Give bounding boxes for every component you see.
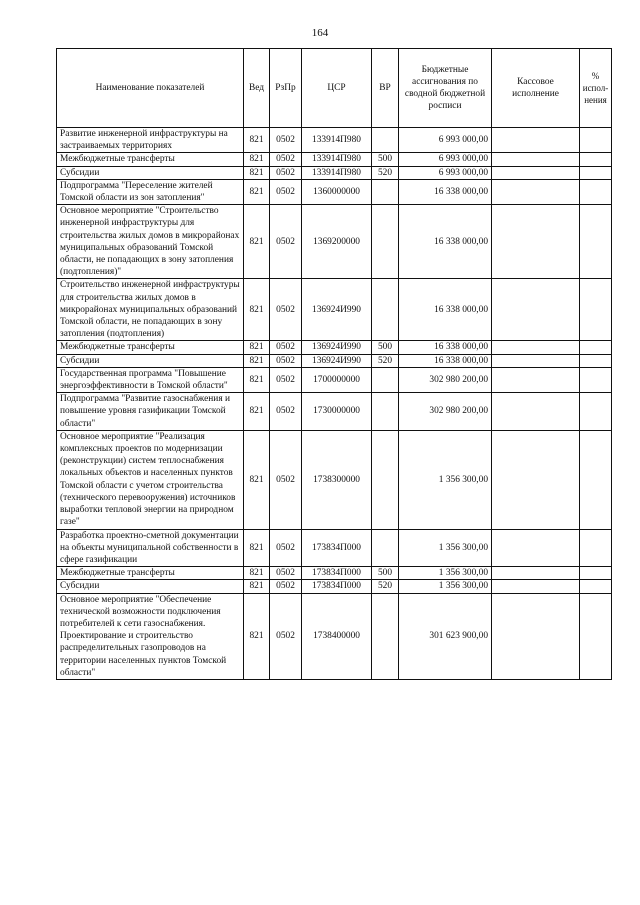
cell-cash bbox=[492, 166, 580, 179]
cell-csr: 1700000000 bbox=[302, 367, 372, 392]
cell-ved: 821 bbox=[244, 430, 270, 529]
cell-amount: 302 980 200,00 bbox=[399, 393, 492, 431]
cell-csr: 173834П000 bbox=[302, 529, 372, 567]
cell-vr bbox=[372, 128, 399, 153]
cell-amount: 1 356 300,00 bbox=[399, 580, 492, 593]
cell-ved: 821 bbox=[244, 279, 270, 341]
cell-vr bbox=[372, 529, 399, 567]
cell-cash bbox=[492, 153, 580, 166]
cell-ved: 821 bbox=[244, 367, 270, 392]
cell-rzpr: 0502 bbox=[270, 279, 302, 341]
table-row bbox=[57, 393, 612, 431]
table-row bbox=[57, 341, 612, 354]
cell-csr: 1360000000 bbox=[302, 179, 372, 204]
cell-vr bbox=[372, 430, 399, 529]
cell-csr: 173834П000 bbox=[302, 580, 372, 593]
cell-csr: 1738400000 bbox=[302, 593, 372, 679]
cell-ved: 821 bbox=[244, 205, 270, 279]
cell-percent bbox=[580, 580, 612, 593]
cell-csr: 1738300000 bbox=[302, 430, 372, 529]
table-row bbox=[57, 430, 612, 529]
cell-name: Основное мероприятие "Реализация комплексных проектов по модернизации (реконструкции) систем теплоснабжения локальных объектов и населенных пунктов Томской области с учетом строительства (технического перевооружения) источников выработки тепловой энергии на природном газе" bbox=[57, 430, 244, 529]
cell-cash bbox=[492, 430, 580, 529]
cell-name: Основное мероприятие "Обеспечение технической возможности подключения потребителей к сети газоснабжения. Проектирование и строительство распределительных газопроводов на территории населенных пунктов Томской области" bbox=[57, 593, 244, 679]
cell-amount: 16 338 000,00 bbox=[399, 354, 492, 367]
cell-amount: 16 338 000,00 bbox=[399, 179, 492, 204]
cell-amount: 16 338 000,00 bbox=[399, 205, 492, 279]
cell-percent bbox=[580, 393, 612, 431]
header-name: Наименование показателей bbox=[57, 49, 244, 128]
cell-ved: 821 bbox=[244, 354, 270, 367]
cell-cash bbox=[492, 529, 580, 567]
cell-csr: 133914П980 bbox=[302, 153, 372, 166]
cell-vr bbox=[372, 393, 399, 431]
cell-cash bbox=[492, 205, 580, 279]
cell-csr: 133914П980 bbox=[302, 166, 372, 179]
table-row bbox=[57, 567, 612, 580]
cell-rzpr: 0502 bbox=[270, 153, 302, 166]
cell-percent bbox=[580, 430, 612, 529]
cell-cash bbox=[492, 367, 580, 392]
cell-rzpr: 0502 bbox=[270, 128, 302, 153]
cell-amount: 1 356 300,00 bbox=[399, 529, 492, 567]
table-row bbox=[57, 166, 612, 179]
cell-csr: 1730000000 bbox=[302, 393, 372, 431]
table-row bbox=[57, 153, 612, 166]
cell-name: Субсидии bbox=[57, 580, 244, 593]
cell-vr: 500 bbox=[372, 567, 399, 580]
header-percent: % испол-нения bbox=[580, 49, 612, 128]
cell-amount: 6 993 000,00 bbox=[399, 166, 492, 179]
budget-table bbox=[56, 48, 612, 680]
cell-cash bbox=[492, 393, 580, 431]
cell-name: Развитие инженерной инфраструктуры на застраиваемых территориях bbox=[57, 128, 244, 153]
table-row bbox=[57, 354, 612, 367]
cell-ved: 821 bbox=[244, 166, 270, 179]
cell-cash bbox=[492, 354, 580, 367]
cell-name: Строительство инженерной инфраструктуры для строительства жилых домов в микрорайонах муниципальных образований Томской области, не попадающих в зону затопления (подтопления) bbox=[57, 279, 244, 341]
cell-amount: 16 338 000,00 bbox=[399, 341, 492, 354]
cell-rzpr: 0502 bbox=[270, 430, 302, 529]
cell-amount: 301 623 900,00 bbox=[399, 593, 492, 679]
cell-rzpr: 0502 bbox=[270, 393, 302, 431]
table-row bbox=[57, 367, 612, 392]
cell-vr: 500 bbox=[372, 153, 399, 166]
cell-ved: 821 bbox=[244, 341, 270, 354]
header-csr: ЦСР bbox=[302, 49, 372, 128]
header-budget: Бюджетные ассигнования по сводной бюджетной росписи bbox=[399, 49, 492, 128]
cell-percent bbox=[580, 567, 612, 580]
cell-percent bbox=[580, 341, 612, 354]
cell-vr: 520 bbox=[372, 580, 399, 593]
cell-amount: 1 356 300,00 bbox=[399, 430, 492, 529]
cell-csr: 133914П980 bbox=[302, 128, 372, 153]
cell-name: Подпрограмма "Переселение жителей Томской области из зон затопления" bbox=[57, 179, 244, 204]
cell-rzpr: 0502 bbox=[270, 580, 302, 593]
cell-percent bbox=[580, 367, 612, 392]
cell-name: Субсидии bbox=[57, 166, 244, 179]
cell-percent bbox=[580, 166, 612, 179]
cell-rzpr: 0502 bbox=[270, 341, 302, 354]
cell-rzpr: 0502 bbox=[270, 529, 302, 567]
cell-rzpr: 0502 bbox=[270, 593, 302, 679]
cell-cash bbox=[492, 341, 580, 354]
cell-name: Межбюджетные трансферты bbox=[57, 153, 244, 166]
cell-vr bbox=[372, 205, 399, 279]
cell-ved: 821 bbox=[244, 567, 270, 580]
cell-name: Межбюджетные трансферты bbox=[57, 341, 244, 354]
cell-percent bbox=[580, 593, 612, 679]
cell-percent bbox=[580, 279, 612, 341]
table-header bbox=[57, 49, 612, 128]
cell-vr bbox=[372, 593, 399, 679]
cell-csr: 136924И990 bbox=[302, 341, 372, 354]
table-body bbox=[57, 128, 612, 680]
cell-rzpr: 0502 bbox=[270, 567, 302, 580]
table-row bbox=[57, 179, 612, 204]
cell-cash bbox=[492, 179, 580, 204]
table-row bbox=[57, 128, 612, 153]
cell-name: Разработка проектно-сметной документации на объекты муниципальной собственности в сфере газификации bbox=[57, 529, 244, 567]
cell-amount: 16 338 000,00 bbox=[399, 279, 492, 341]
header-ved: Вед bbox=[244, 49, 270, 128]
cell-percent bbox=[580, 128, 612, 153]
cell-cash bbox=[492, 128, 580, 153]
table-row bbox=[57, 593, 612, 679]
table-row bbox=[57, 529, 612, 567]
cell-percent bbox=[580, 179, 612, 204]
cell-amount: 1 356 300,00 bbox=[399, 567, 492, 580]
table-row bbox=[57, 580, 612, 593]
table-row bbox=[57, 205, 612, 279]
cell-rzpr: 0502 bbox=[270, 367, 302, 392]
cell-percent bbox=[580, 529, 612, 567]
cell-ved: 821 bbox=[244, 153, 270, 166]
cell-amount: 6 993 000,00 bbox=[399, 128, 492, 153]
cell-ved: 821 bbox=[244, 128, 270, 153]
cell-rzpr: 0502 bbox=[270, 354, 302, 367]
cell-vr: 520 bbox=[372, 166, 399, 179]
header-rzpr: РзПр bbox=[270, 49, 302, 128]
cell-name: Субсидии bbox=[57, 354, 244, 367]
cell-name: Подпрограмма "Развитие газоснабжения и повышение уровня газификации Томской области" bbox=[57, 393, 244, 431]
header-vr: ВР bbox=[372, 49, 399, 128]
cell-percent bbox=[580, 153, 612, 166]
cell-cash bbox=[492, 567, 580, 580]
cell-percent bbox=[580, 205, 612, 279]
cell-csr: 173834П000 bbox=[302, 567, 372, 580]
cell-rzpr: 0502 bbox=[270, 166, 302, 179]
cell-rzpr: 0502 bbox=[270, 179, 302, 204]
cell-ved: 821 bbox=[244, 580, 270, 593]
cell-name: Государственная программа "Повышение энергоэффективности в Томской области" bbox=[57, 367, 244, 392]
cell-rzpr: 0502 bbox=[270, 205, 302, 279]
cell-csr: 136924И990 bbox=[302, 354, 372, 367]
table-row bbox=[57, 279, 612, 341]
cell-name: Основное мероприятие "Строительство инженерной инфраструктуры для строительства жилых домов в микрорайонах муниципальных образований Томской области, не попадающих в зону затопления (подтопления)" bbox=[57, 205, 244, 279]
cell-cash bbox=[492, 580, 580, 593]
cell-cash bbox=[492, 279, 580, 341]
cell-vr bbox=[372, 279, 399, 341]
header-cash: Кассовое исполнение bbox=[492, 49, 580, 128]
cell-vr bbox=[372, 179, 399, 204]
cell-cash bbox=[492, 593, 580, 679]
cell-ved: 821 bbox=[244, 593, 270, 679]
cell-vr: 500 bbox=[372, 341, 399, 354]
cell-ved: 821 bbox=[244, 393, 270, 431]
cell-ved: 821 bbox=[244, 529, 270, 567]
cell-vr: 520 bbox=[372, 354, 399, 367]
cell-amount: 302 980 200,00 bbox=[399, 367, 492, 392]
cell-percent bbox=[580, 354, 612, 367]
page-number: 164 bbox=[311, 27, 329, 39]
cell-name: Межбюджетные трансферты bbox=[57, 567, 244, 580]
cell-ved: 821 bbox=[244, 179, 270, 204]
cell-csr: 136924И990 bbox=[302, 279, 372, 341]
cell-csr: 1369200000 bbox=[302, 205, 372, 279]
cell-amount: 6 993 000,00 bbox=[399, 153, 492, 166]
cell-vr bbox=[372, 367, 399, 392]
